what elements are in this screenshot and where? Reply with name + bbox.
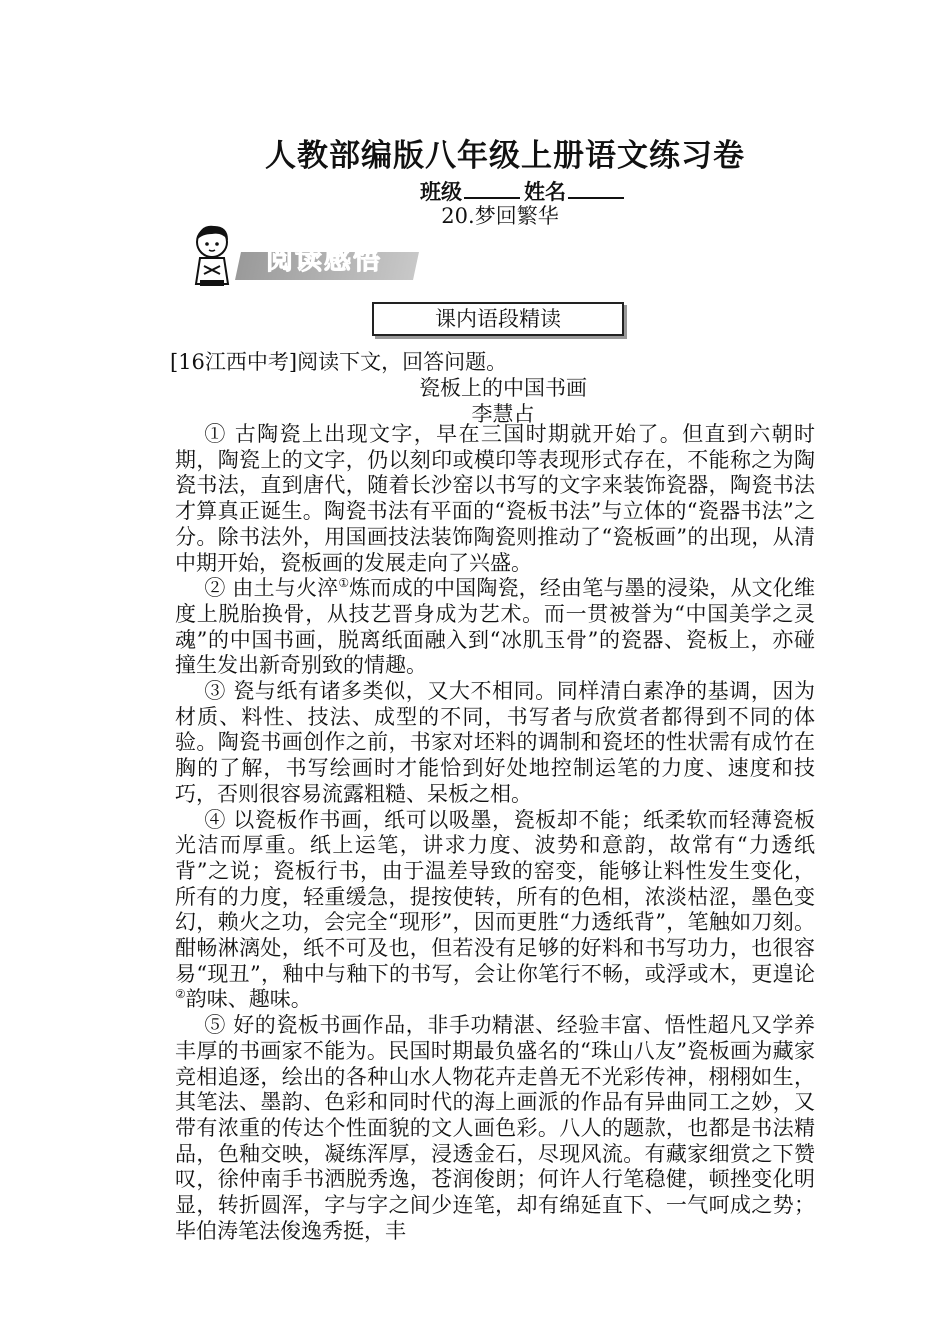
article-title: 瓷板上的中国书画 [419,376,587,400]
class-blank [464,179,520,199]
class-label: 班级 [420,180,462,204]
name-label: 姓名 [524,180,566,204]
article-body [175,422,815,1245]
article-author: 李慧占 [471,402,535,426]
footnote-1-marker: ① [338,576,350,591]
paragraph-1: ① 古陶瓷上出现文字，早在三国时期就开始了。但直到六朝时期，陶瓷上的文字，仍以刻印或模印等表现形式存在，不能称之为陶瓷书法，直到唐代，随着长沙窑以书写的文字来装饰瓷器，陶瓷书法才算真正诞生。陶瓷书法有平面的“瓷板书法”与立体的“瓷器书法”之分。除书法外，用国画技法装饰陶瓷则推动了“瓷板画”的出现，从清中期开始，瓷板画的发展走向了兴盛。 [175,422,815,575]
document-title: 人教部编版八年级上册语文练习卷 [265,138,745,174]
section-heading: 课内语段精读 [372,302,624,336]
name-blank [568,179,624,199]
banner-label: 阅读感悟 [266,245,382,276]
reading-banner [186,222,418,288]
paragraph-3: ③ 瓷与纸有诸多类似，又大不相同。同样清白素净的基调，因为材质、料性、技法、成型的不同，书写者与欣赏者都得到不同的体验。陶瓷书画创作之前，书家对坯料的调制和瓷坯的性状需有成竹在胸的了解，书写绘画时才能恰到好处地控制运笔的力度、速度和技巧，否则很容易流露粗糙、呆板之相。 [175,679,815,806]
paragraph-2: ② 由土与火淬①炼而成的中国陶瓷，经由笔与墨的浸染，从文化维度上脱胎换骨，从技艺晋身成为艺术。而一贯被誉为“中国美学之灵魂”的中国书画，脱离纸面融入到“冰肌玉骨”的瓷器、瓷板上，亦碰撞生发出新奇别致的情趣。 [175,576,815,678]
student-mascot-icon [186,222,244,288]
footnote-2-marker: ② [175,987,186,1002]
paragraph-5: ⑤ 好的瓷板书画作品，非手功精湛、经验丰富、悟性超凡又学养丰厚的书画家不能为。民国时期最负盛名的“珠山八友”瓷板画为藏家竞相追逐，绘出的各种山水人物花卉走兽无不光彩传神，栩栩如生，其笔法、墨韵、色彩和同时代的海上画派的作品有异曲同工之妙，又带有浓重的传达个性面貌的文人画色彩。八人的题款，也都是书法精品，色釉交映，凝练浑厚，浸透金石，尽现风流。有藏家细赏之下赞叹，徐仲南手书洒脱秀逸，苍润俊朗；何许人行笔稳健，顿挫变化明显，转折圆浑，字与字之间少连笔，却有绵延直下、一气呵成之势；毕伯涛笔法俊逸秀挺，丰 [175,1013,815,1243]
lesson-title: 20.梦回繁华 [441,204,559,228]
question-intro: [16江西中考]阅读下文，回答问题。 [170,350,508,374]
paragraph-4: ④ 以瓷板作书画，纸可以吸墨，瓷板却不能；纸柔软而轻薄瓷板光洁而厚重。纸上运笔，讲求力度、波势和意韵，故常有“力透纸背”之说；瓷板行书，由于温差导致的窑变，能够让料性发生变化，所有的力度，轻重缓急，提按使转，所有的色相，浓淡枯涩，墨色变幻，赖火之功，会完全“现形”，因而更胜“力透纸背”，笔触如刀刻。酣畅淋漓处，纸不可及也，但若没有足够的好料和书写功力，也很容易“现丑”，釉中与釉下的书写，会让你笔行不畅，或浮或木，更遑论②韵味、趣味。 [175,807,815,1012]
